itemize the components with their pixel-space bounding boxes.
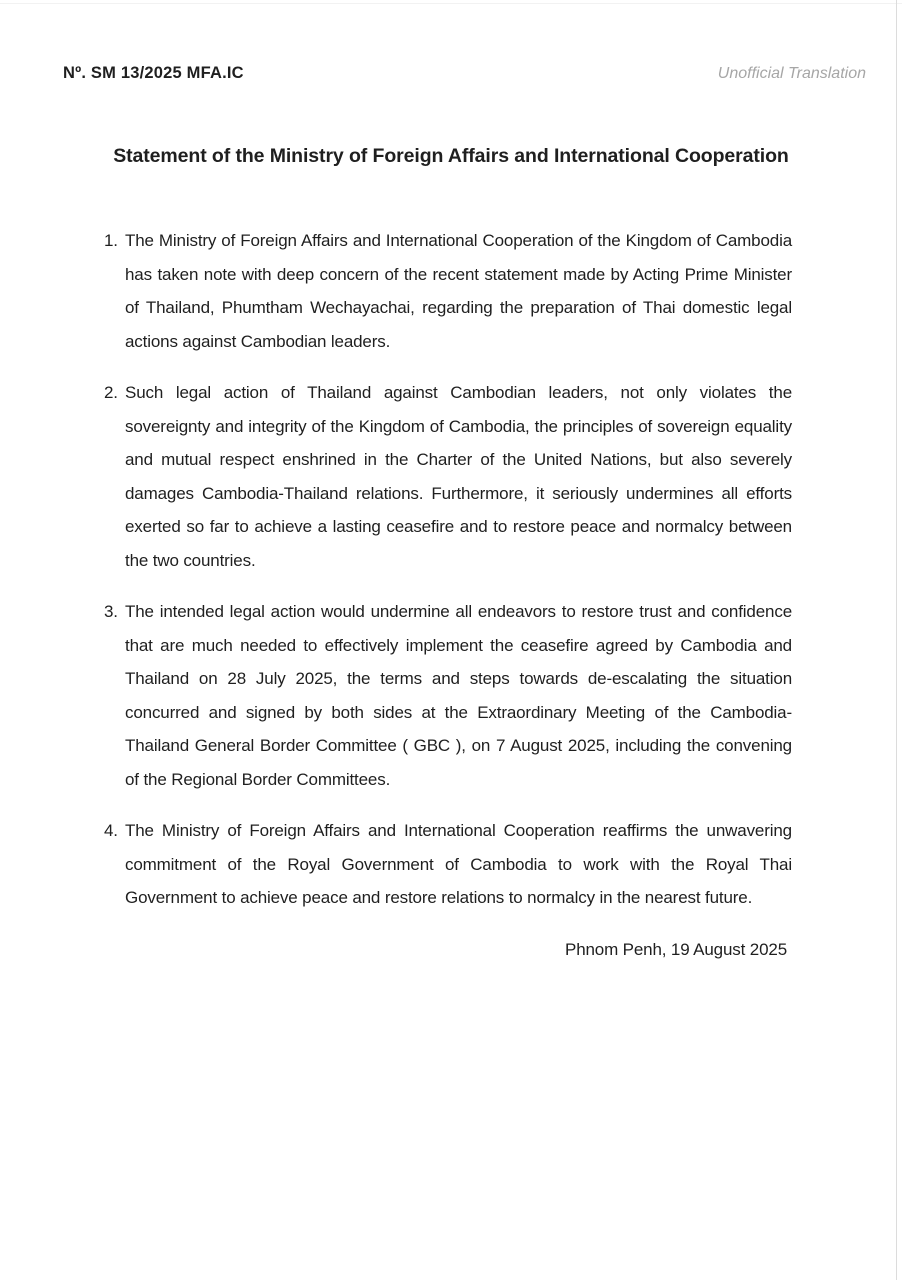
paragraph-text: The Ministry of Foreign Affairs and International Cooperation of the Kingdom of Cambodia has taken note with deep concern of the recent statement made by Acting Prime Minister of Thailand, Phumtham Wechayachai, regarding the preparation of Thai domestic legal actions against Cambodian leaders. — [125, 231, 792, 351]
paragraph-list — [104, 224, 792, 915]
paragraph-text: The Ministry of Foreign Affairs and International Cooperation reaffirms the unwavering commitment of the Royal Government of Cambodia to work with the Royal Thai Government to achieve peace and restore relations to normalcy in the nearest future. — [125, 821, 792, 907]
paragraph-item — [104, 595, 792, 796]
document-header — [0, 0, 902, 83]
paragraph-item — [104, 814, 792, 915]
paragraph-number: 3. — [104, 602, 118, 621]
translation-note: Unofficial Translation — [717, 65, 866, 82]
paragraph-item — [104, 224, 792, 358]
paragraph-text: Such legal action of Thailand against Cambodian leaders, not only violates the sovereignty and integrity of the Kingdom of Cambodia, the principles of sovereign equality and mutual respect enshrined in the Charter of the United Nations, but also severely damages Cambodia-Thailand relations. Furthermore, it seriously undermines all efforts exerted so far to achieve a lasting ceasefire and to restore peace and normalcy between the two countries. — [125, 383, 792, 570]
dateline: Phnom Penh, 19 August 2025 — [565, 939, 787, 959]
paragraph-number: 2. — [104, 383, 118, 402]
paragraph-item — [104, 376, 792, 577]
paragraph-number: 4. — [104, 821, 118, 840]
paragraph-number: 1. — [104, 231, 118, 250]
document-number: Nº. SM 13/2025 MFA.IC — [63, 64, 244, 82]
scan-artifact-right-line — [896, 0, 897, 1280]
paragraph-text: The intended legal action would undermine all endeavors to restore trust and confidence that are much needed to effectively implement the ceasefire agreed by Cambodia and Thailand on 28 July 2025, the terms and steps towards de-escalating the situation concurred and signed by both sides at the Extraordinary Meeting of the Cambodia-Thailand General Border Committee ( GBC ), on 7 August 2025, including the convening of the Regional Border Committees. — [125, 602, 792, 789]
scan-artifact-top-line — [0, 3, 902, 4]
page-title: Statement of the Ministry of Foreign Affairs and International Cooperation — [113, 145, 789, 167]
